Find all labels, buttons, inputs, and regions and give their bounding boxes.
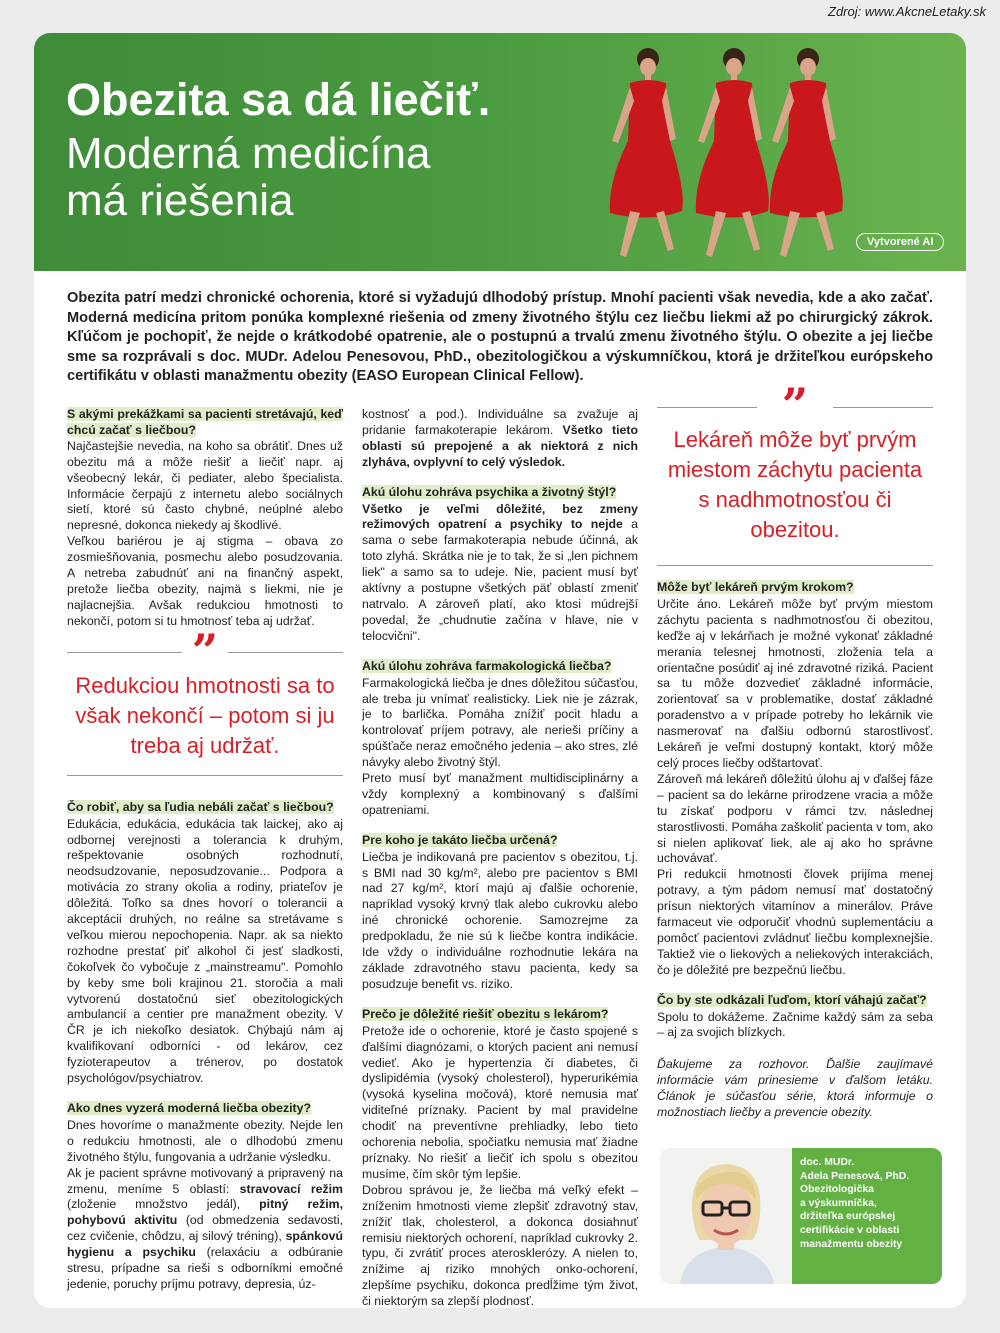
ai-generated-badge: Vytvorené AI [856,233,944,251]
answer-paragraph: Určite áno. Lekáreň môže byť prvým miestom záchytu pacienta s nadhmotnosťou či obezitou, keďže aj v lekárňach je možné vykonať základné merania telesnej hmotnosti, zloženia tela a orientačne posúdiť aj iné zdravotné riziká. Pacient sa tu môže dozvedieť základné informácie, zorientovať sa v problematike, dostať základné poradenstvo a v prípade potreby ho lekárnik vie nasmerovať na ďalšiu odbornú starostlivosť. Lekáreň je veľmi dostupný kontakt, ktorý môže celý proces liečby odštartovať. [657,596,933,770]
answer-paragraph: Edukácia, edukácia, edukácia tak laickej, ako aj odbornej verejnosti a tolerancia k druhým, rešpektovanie osobných rozhodnutí, neodsudzovanie, neposudzovanie... Podpora a motivácia zo strany okolia a rodiny, priateľov je dôležitá. Toľko sa dnes hovorí o tolerancii a akceptácii druhých, no reálne sa stretávame s veľkou mierou nepochopenia. Napr. ak sa niekto rozhodne prestať piť alkohol či jesť sladkosti, čokoľvek čo vybočuje z „mainstreamu". Pomohlo by keby sme boli krajinou 21. storočia a mali vytvorenú dostatočnú sieť obezitologických ambulancií a centier pre manažment obezity. V ČR je ich niekoľko desiatok. Chýbajú nám aj kvalifikovaní odborníci - od lekárov, cez fyzioterapeutov a trénerov, po dostatok psychológov/psychiatrov. [67,816,343,1086]
subtitle-line-1: Moderná medicína [66,129,431,178]
author-card [660,1148,942,1284]
header-banner [34,33,966,271]
question-heading: Akú úlohu zohráva farmakologická liečba? [362,658,612,673]
answer-paragraph: Veľkou bariérou je aj stigma – obava zo zosmiešňovania, posmechu alebo posudzovania. A netreba zabudnúť ani na finančný aspekt, pretože liečba obezity, najmä s liekmi, nie je najlacnejšia. Avšak redukciou hmotnosti to nekončí, potom si tu hmotnosť teba aj udržať. [67,534,343,628]
author-role: certifikácie v oblasti [800,1224,900,1236]
author-info [792,1148,942,1284]
question-heading: Čo by ste odkázali ľuďom, ktorí váhajú začať? [657,992,927,1007]
answer-paragraph: Liečba je indikovaná pre pacientov s obezitou, t.j. s BMI nad 30 kg/m², alebo pre pacientov s BMI nad 27 kg/m², ktorí majú aj ďalšie ochorenie, napríklad vysoký krvný tlak alebo cukrovku alebo iné chronické ochorenie. Samozrejme za predpokladu, že nie sú k liečbe kontra indikácie. Ide vždy o individuálne rozhodnutie lekára na základe zdravotného stavu pacienta, kedy sa posudzuje benefit vs. riziko. [362,849,638,991]
answer-paragraph: Pretože ide o ochorenie, ktoré je často spojené s ďalšími diagnózami, o ktorých pacient ani nemusí vedieť. Ako je hypertenzia či diabetes, či dyslipidémia (vysoký cholesterol), hyperurikémia (vysoká kyselina močová), ktoré nemusia mať viditeľné príznaky. Pacient by mal pravidelne chodiť na preventívne prehliadky, lebo tieto ochorenia nebolia, spočiatku nemusia mať žiadne príznaky. No riešiť a liečiť ich spolu s obezitou musíme, čím skôr tým lepšie. [362,1023,638,1181]
quote-mark-icon: ” [772,390,818,420]
author-role: Obezitologička [800,1184,874,1196]
answer-paragraph: Dnes hovoríme o manažmente obezity. Nejde len o redukciu hmotnosti, ale o dlhodobú zmenu životného štýlu, fungovania a udržanie výsledku. [67,1117,343,1164]
question-heading: Ako dnes vyzerá moderná liečba obezity? [67,1101,311,1115]
question-heading: Čo robiť, aby sa ľudia nebáli začať s liečbou? [67,799,334,814]
answer-paragraph: Spolu to dokážeme. Začnime každý sám za seba – aj za svojich blízkych. [657,1009,933,1040]
answer-paragraph: Najčastejšie nevedia, na koho sa obrátiť. Dnes už obezitu má a môže riešiť a liečiť napr. aj všeobecný lekár, či pediater, alebo špecialista. Informácie čerpajú z internetu alebo sociálnych sietí, ktoré sú často chybné, neúplné alebo nepresné, dokonca niekedy aj škodlivé. [67,438,343,533]
answer-paragraph: Ak je pacient správne motivovaný a pripravený na zmenu, meníme 5 oblastí: stravovací režim (zloženie množstvo jedál), pitný režim, pohybovú aktivitu (od obmedzenia sedavosti, cez cvičenie, chôdzu, aj silový tréning), spánkovú hygienu a psychiku (relaxáciu a odbúranie stresu, prípadne sa rieši s odborníkmi emočné jedenie, poruchy príjmu potravy, depresia, úz- [67,1165,343,1291]
column-2 [362,407,638,1308]
answer-paragraph: Farmakologická liečba je dnes dôležitou súčasťou, ale treba ju vnímať realisticky. Liek nie je zázrak, je to barlička. Pomáha znížiť pocit hladu a kontrolovať príjem potravy, ale nerieši príčiny a spúšťače neraz emočného jedenia – ako stres, zlé návyky alebo životný štýl. [362,675,638,770]
author-photo [660,1148,792,1284]
article-title: Obezita sa dá liečiť. [66,74,491,125]
pull-quote [67,623,343,776]
question-heading: Prečo je dôležité riešiť obezitu s lekárom? [362,1006,609,1021]
divider [657,565,933,566]
author-title: doc. MUDr. [800,1157,855,1168]
author-role: a výskumníčka, [800,1197,877,1209]
pull-quote-text: Lekáreň môže byť prvým miestom záchytu pacienta s nadhmotnosťou či obezitou. [667,427,923,542]
author-role: manažmentu obezity [800,1238,903,1250]
answer-paragraph: Všetko je veľmi dôležité, bez zmeny režimových opatrení a psychiky to nejde a sama o sebe farmakoterapia nebude účinná, ak toto zlyhá. Skrátka nie je to tak, že si „len pichnem liek" a samo sa to udeje. Nie, pacient musí byť aktívny a postupne všetkých päť oblastí zmeniť natrvalo. A zároveň platí, ako ktosi múdrejší povedal, že „chudnutie začína v hlave, nie v telocvični". [362,501,638,643]
divider [657,407,757,408]
pull-quote [657,378,933,553]
source-label: Zdroj: www.AkcneLetaky.sk [828,4,986,19]
question-heading: S akými prekážkami sa pacienti stretávajú, keď chcú začať s liečbou? [67,407,343,437]
article-page [34,33,966,1308]
answer-paragraph: kostnosť a pod.). Individuálne sa zvažuje aj pridanie farmakoterapie lekárom. Všetko tieto oblasti sú prepojené a ak niektorá z nich zlyháva, ovplyvní to celý výsledok. [362,407,638,469]
column-1 [67,407,343,1293]
woman-figure-3 [750,41,846,261]
quote-mark-icon: ” [182,636,228,666]
intro-paragraph: Obezita patrí medzi chronické ochorenia, ktoré si vyžadujú dlhodobý prístup. Mnohí pacienti však nevedia, kde a ako začať. Moderná medicína pritom ponúka komplexné riešenia od zmeny životného štýlu cez liečbu liekmi až po chirurgický zákrok. Kľúčom je pochopiť, že nejde o krátkodobé opatrenie, ale o postupnú a trvalú zmenu životného štýlu. O obezite a jej liečbe sme sa rozprávali s doc. MUDr. Adelou Penesovou, PhD., obezitologičkou a výskumníčkou, ktorá je držiteľkou európskeho certifikátu v oblasti manažmentu obezity (EASO European Clinical Fellow). [67,290,933,384]
column-3 [657,378,933,1121]
answer-paragraph: Pri redukcii hmotnosti človek prijíma menej potravy, a tým pádom nemusí mať dostatočný prísun niektorých vitamínov a minerálov. Práve farmaceut vie odporučiť vhodnú suplementáciu a pomôcť pacientovi zvládnuť liečbu komplexnejšie. Taktiež vie o liekových a neliekových interakciách, čo je dôležité pre bezpečnú liečbu. [657,867,933,977]
subtitle-line-2: má riešenia [66,175,294,225]
author-role: držiteľka európskej [800,1211,896,1223]
pull-quote-text: Redukciou hmotnosti sa to však nekončí – potom si ju treba aj udržať. [75,672,335,758]
answer-paragraph: Preto musí byť manažment multidisciplinárny a vždy komplexný a kombinovaný s ďalšími opatreniami. [362,771,638,817]
answer-paragraph: Dobrou správou je, že liečba má veľký efekt – zníženim hmotnosti vieme zlepšiť zdravotný stav, znížiť tlak, cholesterol, a dokonca dosiahnuť remisiu niektorých ochorení, napríklad cukrovky 2. typu, či zvrátiť proces aterosklerózy. A nielen to, znížime aj riziko mnohých onko-ochorení, zlepšíme psychiku, dokonca predĺžime tým život, či niektorým sa zlepší plodnosť. [362,1182,638,1308]
question-heading: Môže byť lekáreň prvým krokom? [657,580,854,594]
woman-figure-1 [590,41,686,261]
question-heading: Pre koho je takáto liečba určená? [362,832,558,847]
author-name: Adela Penesová, PhD. [800,1170,910,1182]
question-heading: Akú úlohu zohráva psychika a životný štýl? [362,484,617,499]
thanks-note: Ďakujeme za rozhovor. Ďalšie zaujímavé informácie vám prinesieme v ďalšom letáku. Článok je súčasťou série, ktorá informuje o možnostiach liečby a prevencie obezity. [657,1057,933,1120]
divider [833,407,933,408]
answer-paragraph: Zároveň má lekáreň dôležitú úlohu aj v ďalšej fáze – pacient sa do lekárne prirodzene vracia a môže tu získať podporu v rámci tzv. následnej starostlivosti. Pomáha zaškoliť pacienta v tom, ako si nielen aplikovať liek, ale aj ako ho správne uchovávať. [657,771,933,866]
article-subtitle [66,131,546,224]
